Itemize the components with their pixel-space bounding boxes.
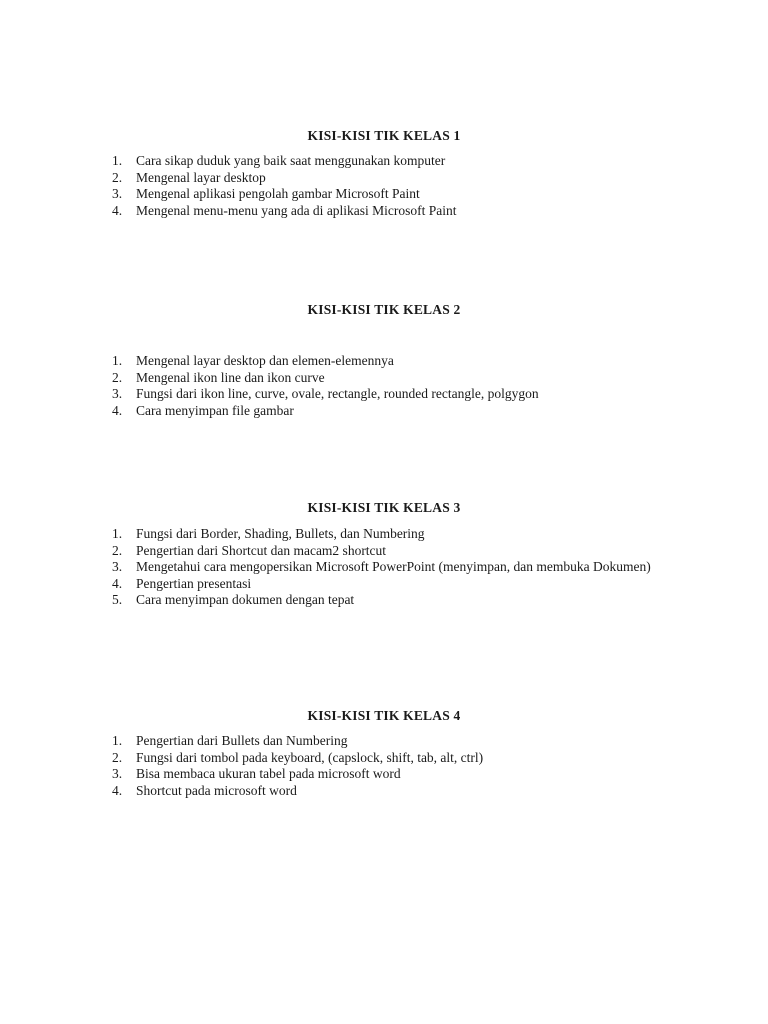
list-item bbox=[0, 783, 768, 800]
list-item-text: Fungsi dari tombol pada keyboard, (capslock, shift, tab, alt, ctrl) bbox=[136, 749, 484, 765]
list-item-text: Cara menyimpan file gambar bbox=[136, 402, 294, 418]
list-item-text: Mengetahui cara mengopersikan Microsoft PowerPoint (menyimpan, dan membuka Dokumen) bbox=[136, 559, 651, 574]
list-item-text: Mengenal aplikasi pengolah gambar Microsoft Paint bbox=[136, 186, 420, 201]
list-number: 1. bbox=[112, 733, 123, 748]
list-item bbox=[0, 543, 768, 560]
list-item-text: Bisa membaca ukuran tabel pada microsoft word bbox=[136, 766, 401, 781]
list-item bbox=[0, 153, 768, 170]
numbered-list bbox=[0, 733, 768, 799]
list-number: 4. bbox=[112, 202, 123, 218]
list-item bbox=[0, 559, 768, 576]
list-number: 2. bbox=[112, 369, 123, 385]
list-item-text: Mengenal layar desktop bbox=[136, 169, 266, 185]
list-item bbox=[0, 386, 768, 403]
list-item bbox=[0, 766, 768, 783]
list-item bbox=[0, 526, 768, 543]
list-item bbox=[0, 592, 768, 609]
list-number: 5. bbox=[112, 592, 123, 607]
list-number: 1. bbox=[112, 153, 123, 168]
numbered-list bbox=[0, 153, 768, 219]
list-number: 2. bbox=[112, 542, 123, 558]
list-item bbox=[0, 733, 768, 750]
section-kelas-4 bbox=[0, 708, 768, 799]
list-item-text: Pengertian dari Shortcut dan macam2 shortcut bbox=[136, 542, 387, 558]
list-number: 3. bbox=[112, 766, 123, 781]
section-title: KISI-KISI TIK KELAS 3 bbox=[307, 500, 461, 515]
list-item-text: Cara sikap duduk yang baik saat menggunakan komputer bbox=[136, 153, 446, 168]
section-kelas-3 bbox=[0, 500, 768, 609]
numbered-list bbox=[0, 353, 768, 419]
list-item bbox=[0, 403, 768, 420]
section-kelas-2 bbox=[0, 302, 768, 419]
list-number: 2. bbox=[112, 749, 123, 765]
list-item-text: Cara menyimpan dokumen dengan tepat bbox=[136, 592, 355, 607]
list-item-text: Fungsi dari ikon line, curve, ovale, rectangle, rounded rectangle, polgygon bbox=[136, 386, 539, 401]
section-title: KISI-KISI TIK KELAS 2 bbox=[307, 302, 461, 317]
list-item-text: Fungsi dari Border, Shading, Bullets, dan Numbering bbox=[136, 526, 425, 541]
list-item-text: Mengenal ikon line dan ikon curve bbox=[136, 369, 325, 385]
list-item-text: Shortcut pada microsoft word bbox=[136, 782, 297, 798]
list-item bbox=[0, 576, 768, 593]
list-item-text: Pengertian dari Bullets dan Numbering bbox=[136, 733, 348, 748]
list-item-text: Mengenal menu-menu yang ada di aplikasi Microsoft Paint bbox=[136, 202, 457, 218]
list-number: 3. bbox=[112, 386, 123, 401]
list-number: 1. bbox=[112, 353, 123, 368]
list-number: 4. bbox=[112, 782, 123, 798]
list-number: 3. bbox=[112, 186, 123, 201]
list-item bbox=[0, 170, 768, 187]
list-number: 2. bbox=[112, 169, 123, 185]
list-item bbox=[0, 186, 768, 203]
list-item bbox=[0, 203, 768, 220]
list-number: 3. bbox=[112, 559, 123, 574]
section-title: KISI-KISI TIK KELAS 1 bbox=[307, 128, 461, 143]
list-item-text: Pengertian presentasi bbox=[136, 575, 252, 591]
list-item-text: Mengenal layar desktop dan elemen-elemennya bbox=[136, 353, 394, 368]
section-title: KISI-KISI TIK KELAS 4 bbox=[307, 708, 461, 723]
list-item bbox=[0, 750, 768, 767]
list-number: 4. bbox=[112, 402, 123, 418]
list-item bbox=[0, 370, 768, 387]
list-number: 1. bbox=[112, 526, 123, 541]
list-number: 4. bbox=[112, 575, 123, 591]
section-kelas-1 bbox=[0, 128, 768, 219]
numbered-list bbox=[0, 526, 768, 609]
list-item bbox=[0, 353, 768, 370]
